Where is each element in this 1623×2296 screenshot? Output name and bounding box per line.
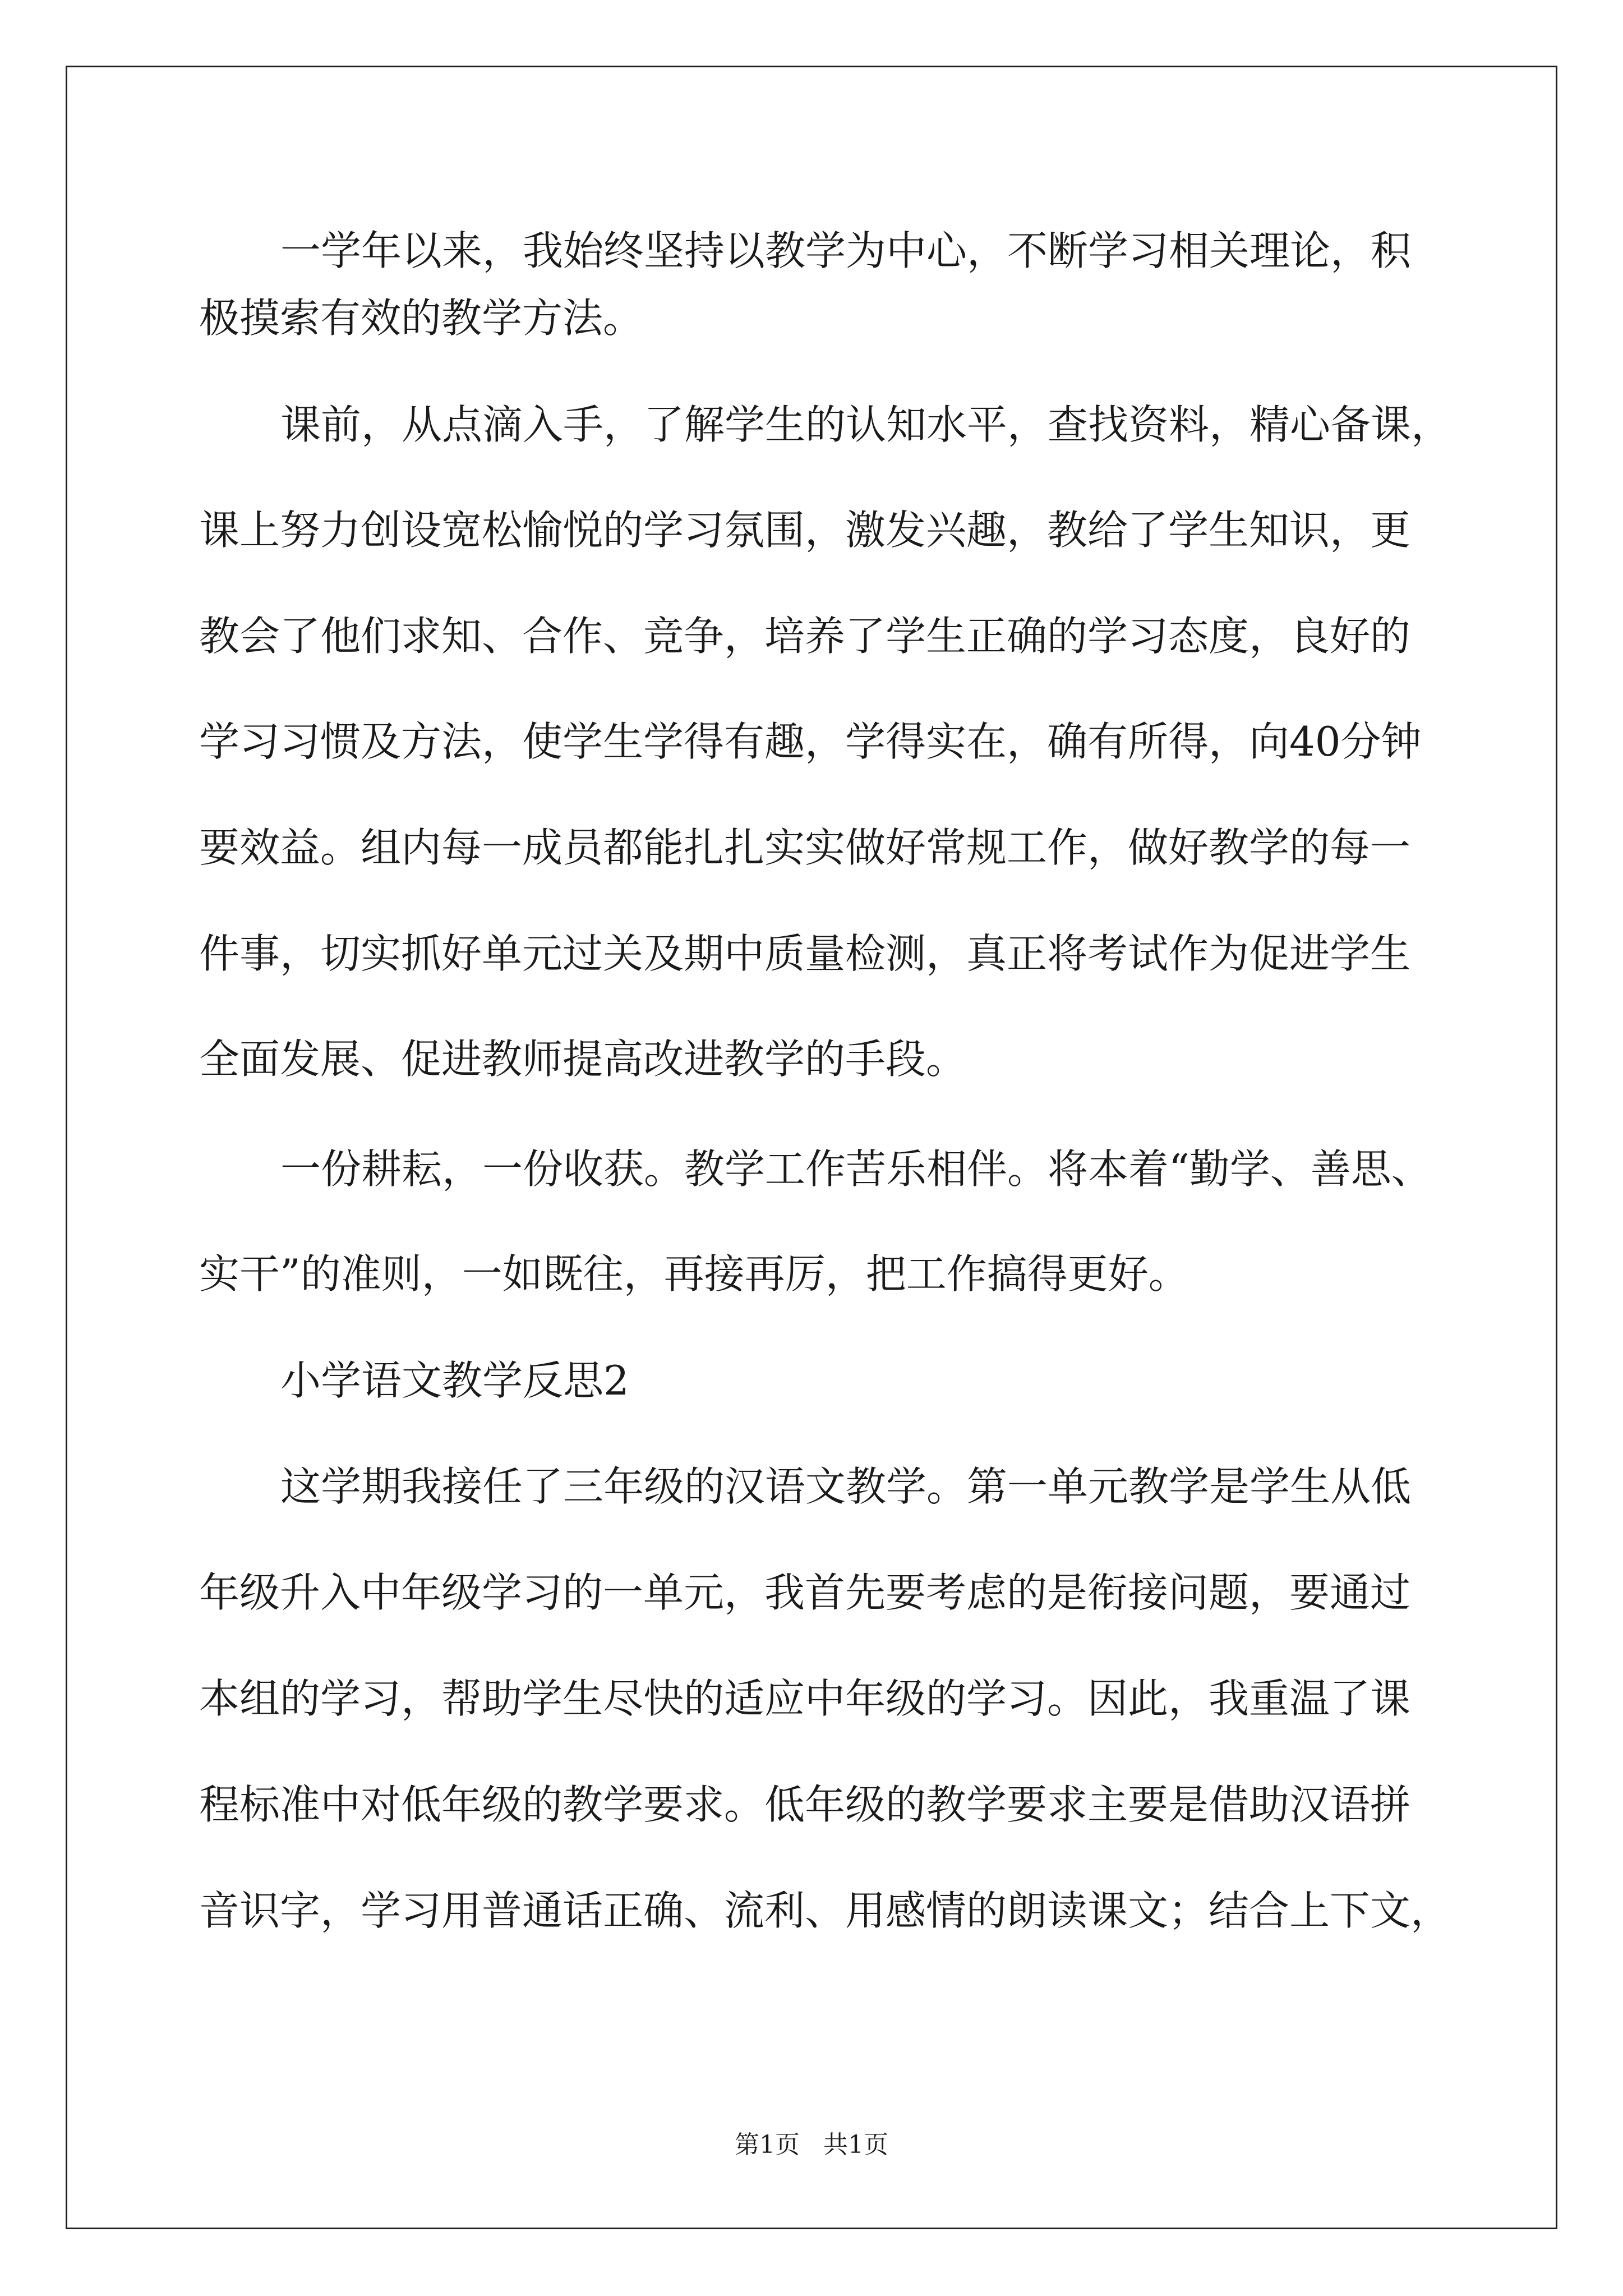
text-line: 这学期我接任了三年级的汉语文教学。第一单元教学是学生从低 xyxy=(280,1463,1412,1510)
page-footer: 第1页 共1页 xyxy=(735,2131,888,2159)
text-line: 实干”的准则，一如既往，再接再厉，把工作搞得更好。 xyxy=(199,1250,1189,1297)
text-line: 一份耕耘，一份收获。教学工作苦乐相伴。将本着“勤学、善思、 xyxy=(280,1145,1432,1193)
text-line: 全面发展、促进教师提高改进教学的手段。 xyxy=(199,1036,967,1083)
text-line: 要效益。组内每一成员都能扎扎实实做好常规工作，做好教学的每一 xyxy=(199,824,1411,871)
text-line: 件事，切实抓好单元过关及期中质量检测，真正将考试作为促进学生 xyxy=(199,930,1411,977)
text-line: 课上努力创设宽松愉悦的学习氛围，激发兴趣，教给了学生知识，更 xyxy=(199,507,1411,554)
text-line: 本组的学习，帮助学生尽快的适应中年级的学习。因此，我重温了课 xyxy=(199,1675,1411,1722)
text-line: 音识字，学习用普通话正确、流利、用感情的朗读课文；结合上下文， xyxy=(199,1887,1451,1934)
text-line: 年级升入中年级学习的一单元，我首先要考虑的是衔接问题，要通过 xyxy=(199,1569,1411,1616)
text-line: 程标准中对低年级的教学要求。低年级的教学要求主要是借助汉语拼 xyxy=(199,1781,1411,1828)
text-line: 课前，从点滴入手，了解学生的认知水平，查找资料，精心备课， xyxy=(280,401,1452,448)
text-line: 学习习惯及方法，使学生学得有趣，学得实在，确有所得，向40分钟 xyxy=(199,718,1422,765)
text-line: 极摸索有效的教学方法。 xyxy=(199,295,644,342)
section-heading: 小学语文教学反思2 xyxy=(280,1357,629,1404)
text-line: 一学年以来，我始终坚持以教学为中心，不断学习相关理论，积 xyxy=(280,227,1412,274)
text-line: 教会了他们求知、合作、竞争，培养了学生正确的学习态度，良好的 xyxy=(199,613,1411,660)
